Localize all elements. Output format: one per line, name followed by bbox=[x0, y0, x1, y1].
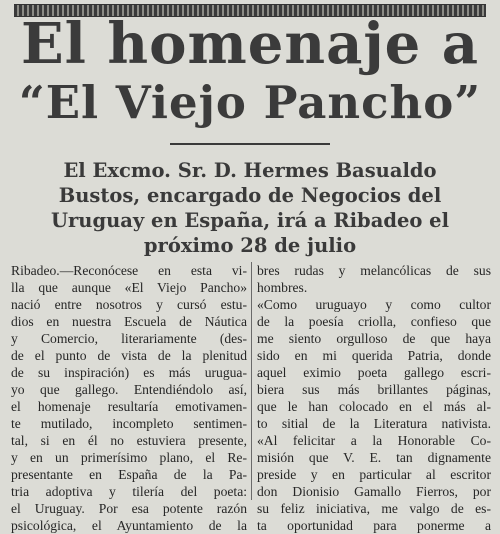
text-line: tal, si en él no estuviera presente, bbox=[11, 433, 247, 448]
text-line: Ribadeo.—Reconócese en esta vi- bbox=[11, 263, 247, 278]
text-line: me siento orgulloso de que haya bbox=[257, 331, 491, 346]
text-line: de su inspiración) es más urugua- bbox=[11, 365, 247, 380]
text-line: que le han colocado en el más al- bbox=[257, 399, 491, 414]
text-line: sido en mi querida Patria, donde bbox=[257, 348, 491, 363]
headline-divider bbox=[170, 143, 330, 145]
text-line: y en un primerísimo plano, el Re- bbox=[11, 450, 247, 465]
headline-line-2: “El Viejo Pancho” bbox=[18, 76, 482, 129]
text-line: de el punto de vista de la plenitud bbox=[11, 348, 247, 363]
text-line: el Uruguay. Por esa potente razón bbox=[11, 501, 247, 516]
text-line: ta oportunidad para ponerme a bbox=[257, 518, 491, 533]
text-line: biera sus más brillantes páginas, bbox=[257, 382, 491, 397]
text-line: el homenaje resultaría emotivamen- bbox=[11, 399, 247, 414]
text-line: don Dionisio Gamallo Fierros, por bbox=[257, 484, 491, 499]
text-line: «Como uruguayo y como cultor bbox=[257, 297, 491, 312]
text-line: hombres. bbox=[257, 280, 308, 295]
subheadline-line-3: Uruguay en España, irá a Ribadeo el bbox=[51, 209, 449, 232]
text-line: «Al felicitar a la Honorable Co- bbox=[257, 433, 491, 448]
article-column-left bbox=[11, 262, 247, 533]
subheadline-line-4: próximo 28 de julio bbox=[143, 234, 357, 257]
text-line: tria adoptiva y tilería del poeta: bbox=[11, 484, 247, 499]
text-line: aquel eximio poeta gallego escri- bbox=[257, 365, 491, 380]
column-divider bbox=[251, 262, 252, 500]
text-line: preside y en particular al escritor bbox=[257, 467, 491, 482]
subheadline-line-2: Bustos, encargado de Negocios del bbox=[58, 184, 442, 207]
text-line: to sitial de la Literatura nativista. bbox=[257, 416, 491, 431]
text-line: psicológica, el Ayuntamiento de la bbox=[11, 518, 247, 533]
subheadline-line-1: El Excmo. Sr. D. Hermes Basualdo bbox=[63, 159, 437, 182]
text-line: su feliz iniciativa, me valgo de es- bbox=[257, 501, 491, 516]
text-line: y Comercio, literariamente (des- bbox=[11, 331, 247, 346]
text-line: dios en nuestra Escuela de Náutica bbox=[11, 314, 247, 329]
headline-line-1: El homenaje a bbox=[20, 11, 480, 77]
text-line: lla que aunque «El Viejo Pancho» bbox=[11, 280, 247, 295]
text-line: te mutilado, incompleto sentimen- bbox=[11, 416, 247, 431]
text-line: yo que gallego. Entendiéndolo así, bbox=[11, 382, 247, 397]
text-line: presentante en España de la Pa- bbox=[11, 467, 247, 482]
text-line: nació entre nosotros y cursó estu- bbox=[11, 297, 247, 312]
text-line: misión que V. E. tan dignamente bbox=[257, 450, 491, 465]
text-line: bres rudas y melancólicas de sus bbox=[257, 263, 491, 278]
article-column-right bbox=[257, 262, 491, 533]
text-line: de la poesía criolla, confieso que bbox=[257, 314, 491, 329]
